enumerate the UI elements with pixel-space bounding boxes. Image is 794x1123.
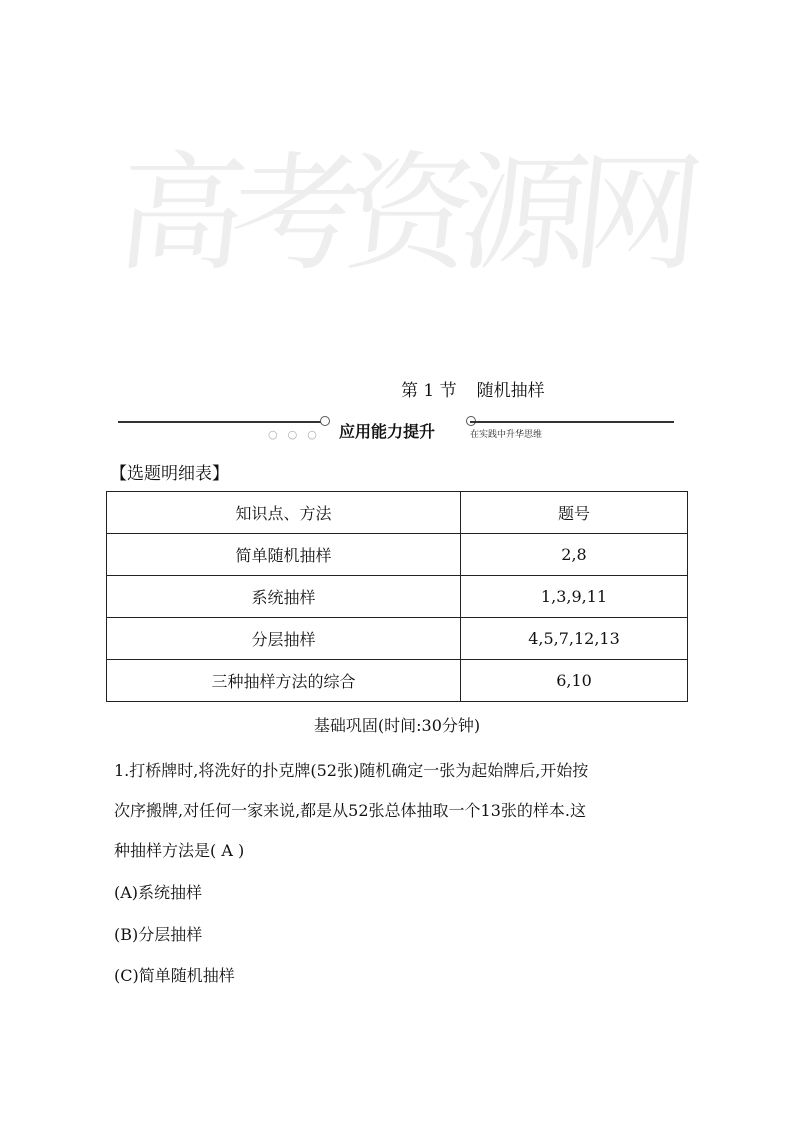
question-1-stem bbox=[114, 751, 694, 871]
table-row bbox=[107, 576, 688, 618]
banner-line-left bbox=[118, 421, 326, 423]
header-cell-number: 题号 bbox=[461, 492, 688, 534]
basic-consolidation-heading: 基础巩固(时间:30分钟) bbox=[313, 716, 481, 735]
header-cell-topic: 知识点、方法 bbox=[107, 492, 461, 534]
detail-table-heading: 【选题明细表】 bbox=[110, 464, 229, 484]
table-header-row bbox=[107, 492, 688, 534]
watermark-logo: 高考资源网 bbox=[110, 140, 696, 289]
section-name: 随机抽样 bbox=[476, 381, 545, 401]
detail-table bbox=[106, 491, 688, 702]
banner-line-right bbox=[470, 421, 674, 423]
section-title bbox=[401, 376, 545, 401]
banner-hook-icon bbox=[320, 416, 330, 426]
option-c: (C)简单随机抽样 bbox=[114, 966, 235, 985]
question-line: 次序搬牌,对任何一家来说,都是从52张总体抽取一个13张的样本.这 bbox=[114, 801, 586, 820]
table-row bbox=[107, 618, 688, 660]
option-a: (A)系统抽样 bbox=[114, 883, 203, 902]
table-cell: 简单随机抽样 bbox=[107, 534, 461, 576]
banner-dots-icon: ○○○ bbox=[268, 428, 327, 441]
section-number: 第 1 节 bbox=[401, 381, 457, 401]
table-row bbox=[107, 534, 688, 576]
question-line: 1.打桥牌时,将洗好的扑克牌(52张)随机确定一张为起始牌后,开始按 bbox=[114, 761, 589, 780]
table-row bbox=[107, 660, 688, 702]
banner-slogan: 在实践中升华思维 bbox=[470, 430, 543, 440]
table-cell: 4,5,7,12,13 bbox=[461, 618, 688, 660]
question-line: 种抽样方法是( A ) bbox=[114, 841, 245, 860]
table-cell: 系统抽样 bbox=[107, 576, 461, 618]
table-cell: 1,3,9,11 bbox=[461, 576, 688, 618]
table-cell: 三种抽样方法的综合 bbox=[107, 660, 461, 702]
table-cell: 6,10 bbox=[461, 660, 688, 702]
option-b: (B)分层抽样 bbox=[114, 925, 203, 944]
table-cell: 分层抽样 bbox=[107, 618, 461, 660]
ability-banner bbox=[118, 410, 674, 444]
banner-label: 应用能力提升 bbox=[339, 422, 436, 441]
table-cell: 2,8 bbox=[461, 534, 688, 576]
